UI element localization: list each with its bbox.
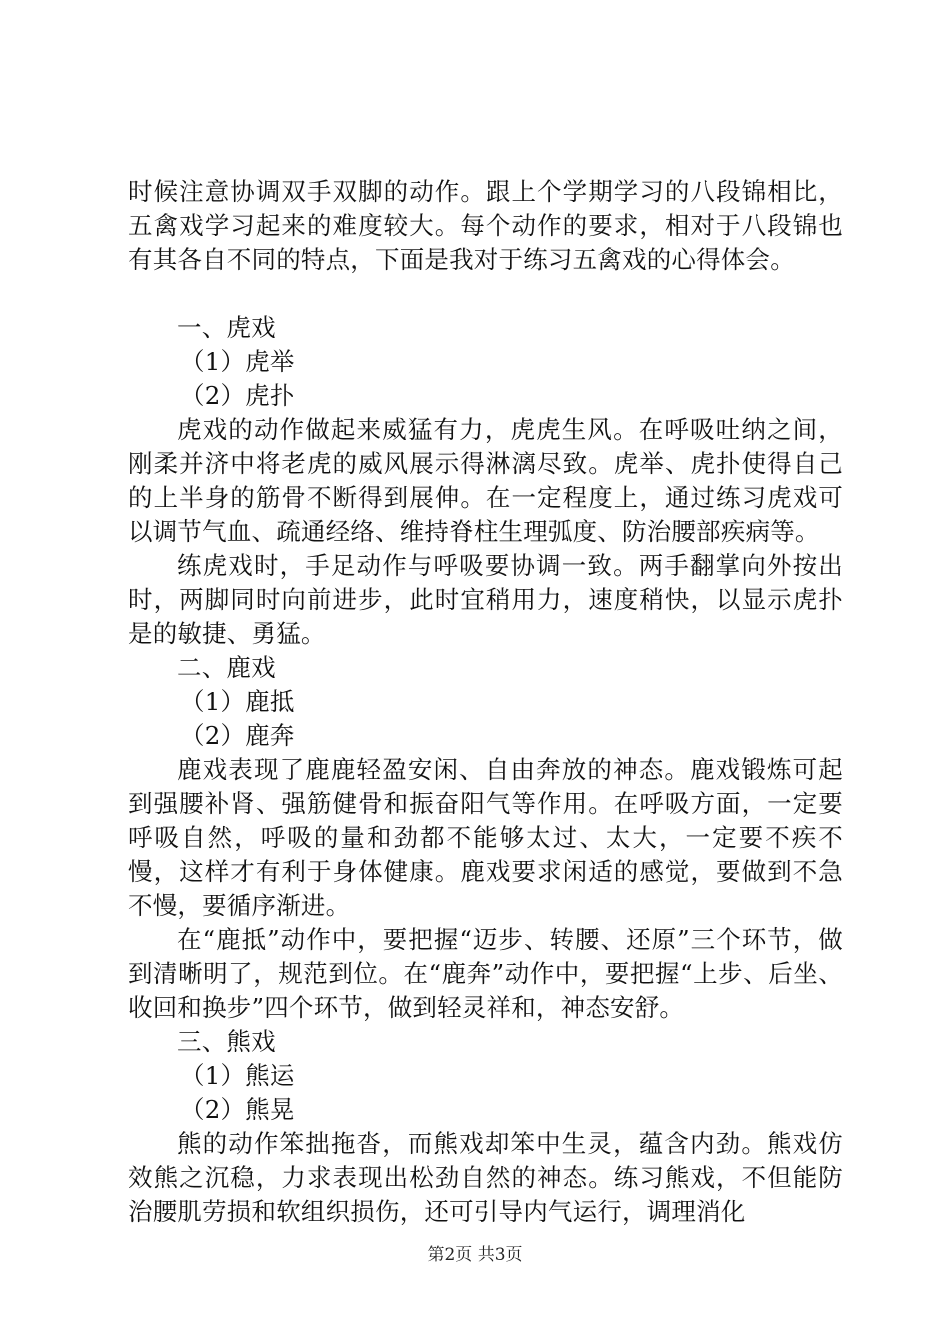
paragraph-tiger-2: 练虎戏时，手足动作与呼吸要协调一致。两手翻掌向外按出时，两脚同时向前进步，此时宜稍用力，速度稍快，以显示虎扑是的敏捷、勇猛。 xyxy=(128,551,843,648)
paragraph-tiger-1: 虎戏的动作做起来威猛有力，虎虎生风。在呼吸吐纳之间，刚柔并济中将老虎的威风展示得淋漓尽致。虎举、虎扑使得自己的上半身的筋骨不断得到展伸。在一定程度上，通过练习虎戏可以调节气血、疏通经络、维持脊柱生理弧度、防治腰部疾病等。 xyxy=(128,415,843,546)
subsection-tiger-lift: （1）虎举 xyxy=(180,347,295,376)
paragraph-bear-1: 熊的动作笨拙拖沓，而熊戏却笨中生灵，蕴含内劲。熊戏仿效熊之沉稳，力求表现出松劲自然的神态。练习熊戏，不但能防治腰肌劳损和软组织损伤，还可引导内气运行，调理消化 xyxy=(128,1129,843,1226)
section-heading-deer: 二、鹿戏 xyxy=(177,653,276,682)
page-number-footer: 第2页 共3页 xyxy=(427,1245,523,1265)
paragraph-deer-2: 在“鹿抵”动作中，要把握“迈步、转腰、还原”三个环节，做到清晰明了，规范到位。在“鹿奔”动作中，要把握“上步、后坐、收回和换步”四个环节，做到轻灵祥和，神态安舒。 xyxy=(128,925,843,1022)
subsection-tiger-pounce: （2）虎扑 xyxy=(180,381,295,410)
subsection-bear-sway: （2）熊晃 xyxy=(180,1095,295,1124)
subsection-bear-rotate: （1）熊运 xyxy=(180,1061,295,1090)
paragraph-intro: 时候注意协调双手双脚的动作。跟上个学期学习的八段锦相比，五禽戏学习起来的难度较大。每个动作的要求，相对于八段锦也有其各自不同的特点，下面是我对于练习五禽戏的心得体会。 xyxy=(128,177,843,274)
document-body xyxy=(128,175,843,1229)
paragraph-deer-1: 鹿戏表现了鹿鹿轻盈安闲、自由奔放的神态。鹿戏锻炼可起到强腰补肾、强筋健骨和振奋阳气等作用。在呼吸方面，一定要呼吸自然，呼吸的量和劲都不能够太过、太大，一定要不疾不慢，这样才有利于身体健康。鹿戏要求闲适的感觉，要做到不急不慢，要循序渐进。 xyxy=(128,755,843,920)
subsection-deer-butt: （1）鹿抵 xyxy=(180,687,295,716)
section-heading-tiger: 一、虎戏 xyxy=(177,313,276,342)
subsection-deer-run: （2）鹿奔 xyxy=(180,721,295,750)
paragraph-gap xyxy=(128,277,843,311)
section-heading-bear: 三、熊戏 xyxy=(177,1027,276,1056)
